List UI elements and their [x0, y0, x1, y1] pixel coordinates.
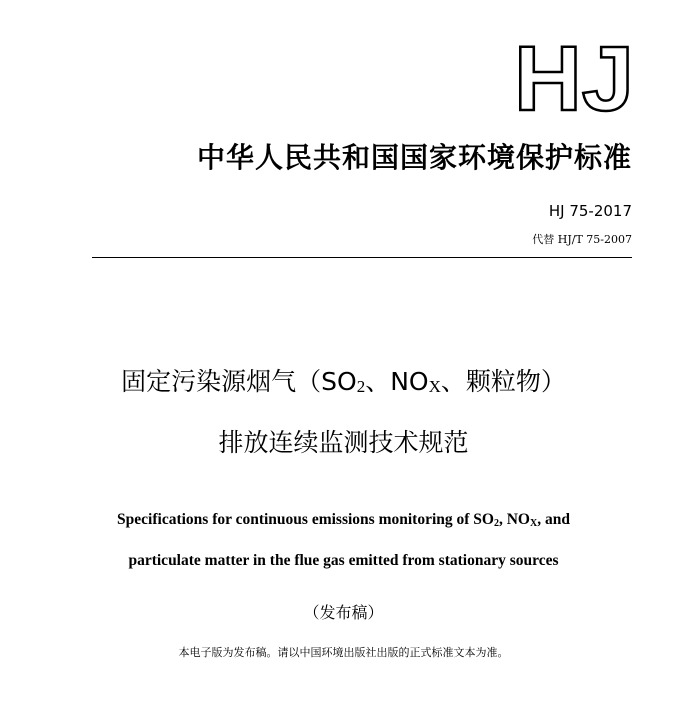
hj-logo	[513, 38, 635, 118]
title-english	[0, 508, 687, 573]
agency-name: 中华人民共和国国家环境保护标准	[196, 141, 632, 174]
draft-label: （发布稿）	[303, 603, 384, 622]
title-english-line2: particulate matter in the flue gas emitted from stationary sources	[128, 552, 559, 569]
standard-number: HJ 75-2017	[548, 202, 632, 220]
edition-note: 本电子版为发布稿。请以中国环境出版社出版的正式标准文本为准。	[178, 646, 509, 659]
header-divider	[92, 257, 632, 258]
title-chinese-line2: 排放连续监测技术规范	[218, 428, 469, 457]
hj-logo-text: HJ	[514, 38, 634, 118]
replaces-standard: 代替 HJ/T 75-2007	[532, 233, 632, 246]
title-english-line1: Specifications for continuous emissions monitoring of $SO_2$, $NO_X$, and	[117, 511, 570, 529]
title-chinese	[0, 362, 687, 463]
title-chinese-line1: 固定污染源烟气（SO2、NOX、颗粒物）	[121, 367, 566, 396]
